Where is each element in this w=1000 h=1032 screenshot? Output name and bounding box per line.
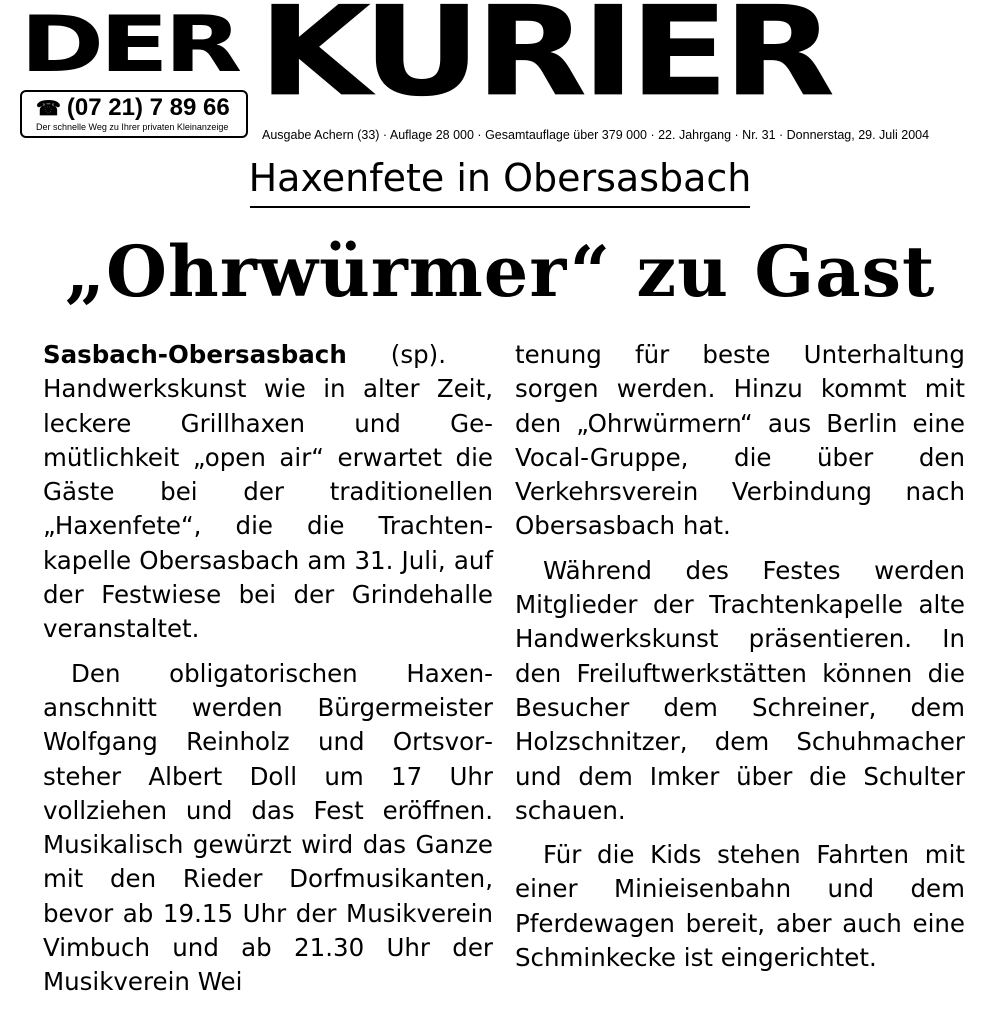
masthead-der: DER (20, 0, 238, 90)
phone-number: (07 21) 7 89 66 (66, 94, 230, 121)
paragraph-2-continued: tenung für beste Unterhaltung sorgen werden. Hinzu kommt mit den „Ohrwürmern“ aus Berlin eine Vocal-Gruppe, die über den Verkehrsverein Verbindung nach Obersasbach hat. (515, 340, 965, 541)
phone-line (36, 94, 230, 123)
article-headline: „Ohrwürmer“ zu Gast (64, 230, 936, 313)
article-column-left (43, 338, 493, 1000)
article-column-right (515, 338, 965, 975)
paragraph-2: Den obligatorischen Haxenanschnitt werden Bürgermeister Wolfgang Reinholz und Ortsvorsteher Albert Doll um 17 Uhr vollziehen und das Fest eröffnen. Musikalisch gewürzt wird das Ganze mit den Rieder Dorfmusikanten, bevor ab 19.15 Uhr der Musikverein Vimbuch und ab 21.30 Uhr der Musikverein Wei (43, 658, 493, 997)
paragraph-1-text: Handwerkskunst wie in alter Zeit, leckere Grillhaxen und Gemütlichkeit „open air“ erwartet die Gäste bei der traditionellen „Haxenfete“, die die Trachtenkapelle Obersasbach am 31. Juli, auf der Festwiese bei der Grindehalle veranstaltet. (43, 374, 493, 644)
paragraph-4: Für die Kids stehen Fahrten mit einer Minieisenbahn und dem Pferdewagen bereit, aber auch eine Schminkecke ist eingerichtet. (515, 840, 965, 973)
edition-line: Ausgabe Achern (33) · Auflage 28 000 · Gesamtauflage über 379 000 · 22. Jahrgang · Nr. 31 · Donnerstag, 29. Juli 2004 (262, 128, 930, 142)
masthead (0, 0, 1000, 150)
phone-tagline: Der schnelle Weg zu Ihrer privaten Kleinanzeige (36, 122, 229, 132)
paragraph-3: Während des Festes werden Mitglieder der Trachtenkapelle alte Handwerkskunst präsentieren. In den Freiluftwerkstätten können die Besucher dem Schreiner, dem Holzschnitzer, dem Schuhmacher und dem Imker über die Schulter schauen. (515, 555, 965, 825)
paragraph-1 (43, 338, 493, 647)
classified-phone-box (20, 90, 248, 138)
dateline: Sasbach-Obersasbach (43, 340, 347, 369)
phone-icon: ☎ (36, 98, 61, 120)
masthead-kurier: KURIER (258, 0, 830, 125)
agency-tag: (sp). (390, 340, 446, 369)
article-kicker: Haxenfete in Obersasbach (248, 156, 752, 200)
kicker-underline (250, 206, 750, 208)
